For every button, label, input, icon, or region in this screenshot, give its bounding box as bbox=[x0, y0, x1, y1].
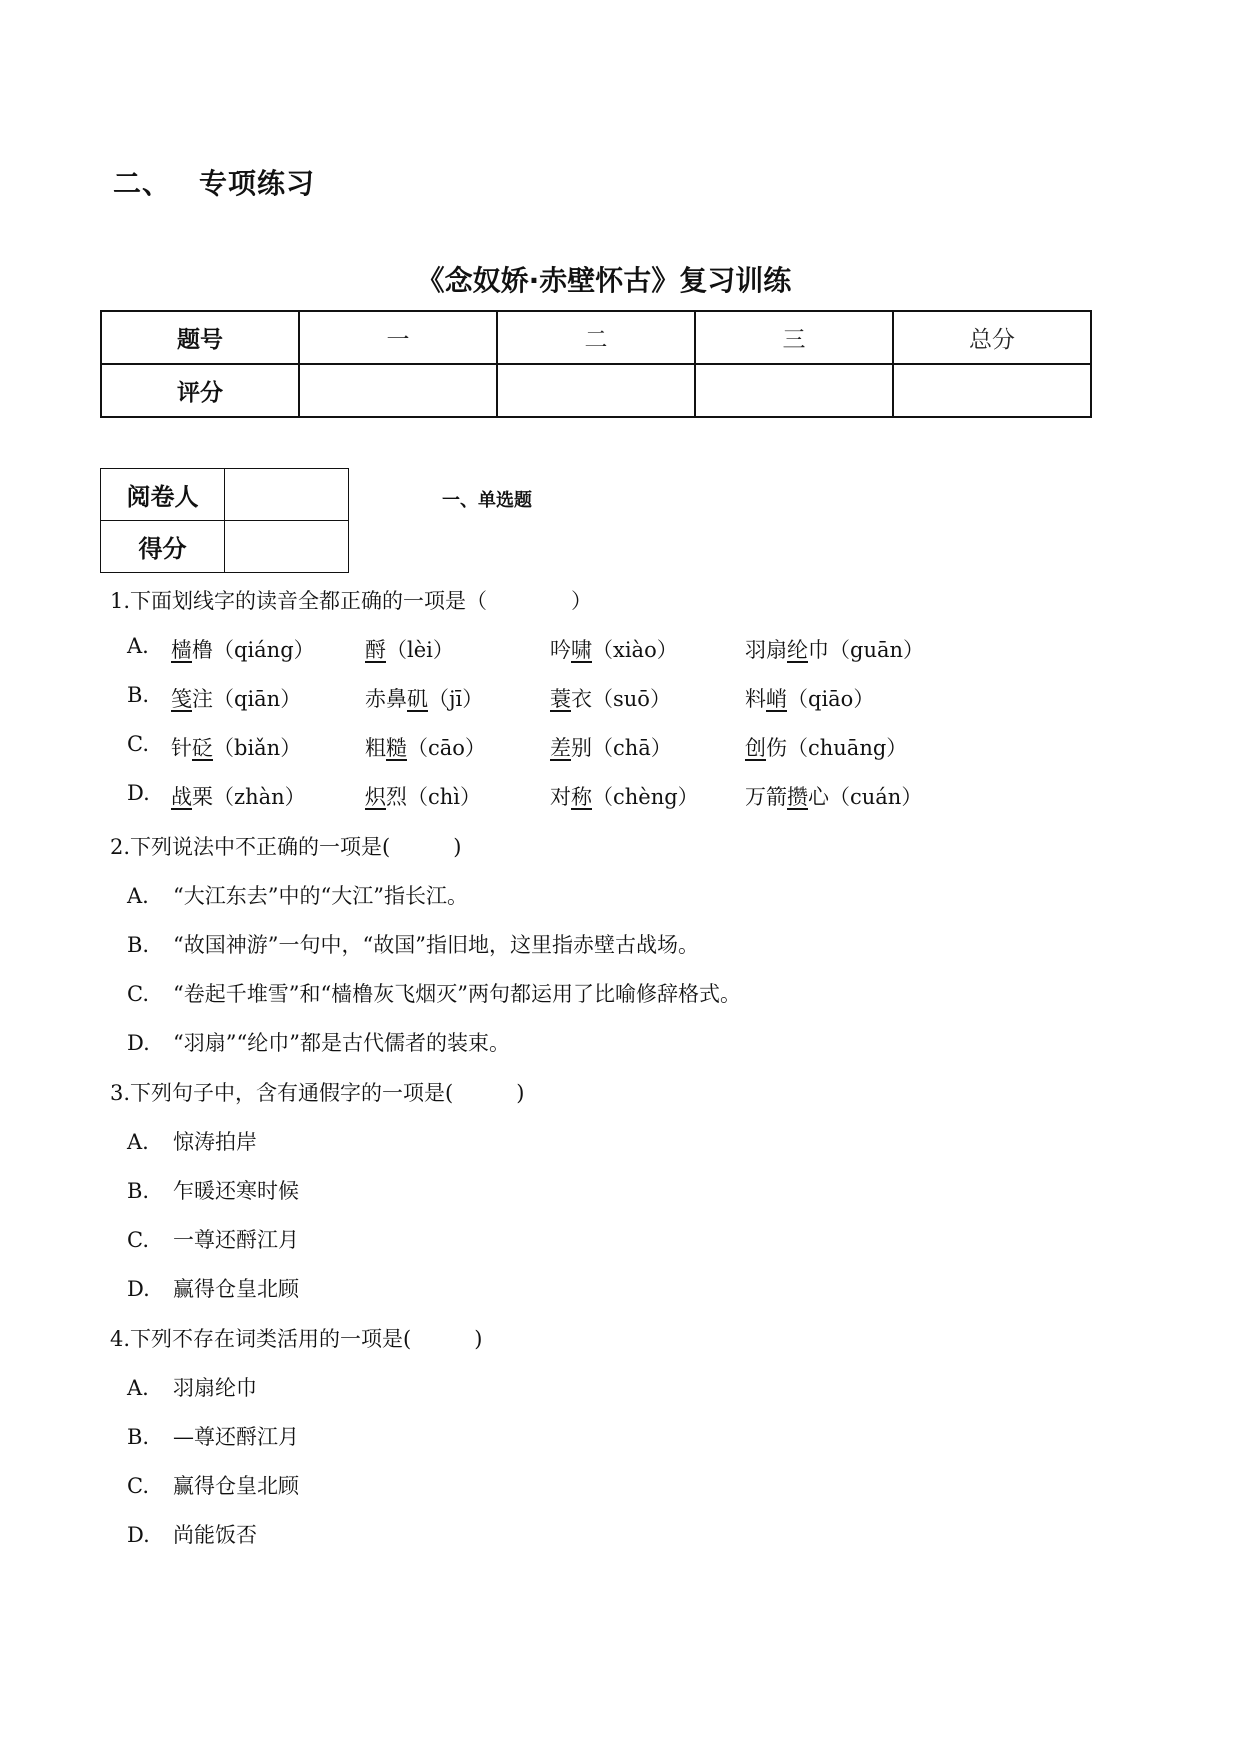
item-suffix: （chèng） bbox=[592, 785, 699, 809]
question-1-option-c-item bbox=[745, 732, 907, 762]
underlined-character: 战 bbox=[171, 785, 192, 809]
item-prefix: 万箭 bbox=[745, 785, 787, 809]
question-1-option-a-item bbox=[171, 634, 315, 664]
underlined-character: 纶 bbox=[787, 638, 808, 662]
option-text: 赢得仓皇北顾 bbox=[173, 1277, 299, 1301]
option-text: —尊还酹江月 bbox=[173, 1425, 299, 1449]
question-1-option-b-item bbox=[171, 683, 301, 713]
score-table-header-cell: 题号 bbox=[101, 311, 299, 364]
section-title: 专项练习 bbox=[199, 167, 316, 200]
underlined-character: 攒 bbox=[787, 785, 808, 809]
question-1-option-c-letter[interactable]: C. bbox=[127, 732, 149, 756]
question-3-option-b[interactable] bbox=[127, 1175, 299, 1205]
underlined-character: 砭 bbox=[192, 736, 213, 760]
option-letter: D. bbox=[127, 1523, 150, 1547]
score-table-header-cell: 一 bbox=[299, 311, 497, 364]
option-letter: D. bbox=[127, 1277, 150, 1301]
question-1-option-c-item bbox=[550, 732, 672, 762]
question-1-option-c-item bbox=[365, 732, 486, 762]
score-table-header-cell: 三 bbox=[695, 311, 893, 364]
item-suffix: （jī） bbox=[428, 687, 484, 711]
question-type-heading: 一、单选题 bbox=[442, 490, 532, 511]
underlined-character: 矶 bbox=[407, 687, 428, 711]
question-1-option-d-item bbox=[171, 781, 306, 811]
question-4-option-a[interactable] bbox=[127, 1372, 257, 1402]
option-text: 一尊还酹江月 bbox=[173, 1228, 299, 1252]
underlined-character: 糙 bbox=[386, 736, 407, 760]
score-table-header-row bbox=[101, 311, 1091, 364]
score-table-header-cell: 二 bbox=[497, 311, 695, 364]
item-suffix: 烈（chì） bbox=[386, 785, 482, 809]
underlined-character: 称 bbox=[571, 785, 592, 809]
underlined-character: 樯 bbox=[171, 638, 192, 662]
option-text: “大江东去”中的“大江”指长江。 bbox=[173, 884, 468, 908]
question-3-option-d[interactable] bbox=[127, 1273, 299, 1303]
question-2-stem: 2.下列说法中不正确的一项是( ) bbox=[110, 835, 462, 859]
item-prefix: 料 bbox=[745, 687, 766, 711]
score-cell[interactable] bbox=[893, 364, 1091, 417]
option-text: 惊涛拍岸 bbox=[173, 1130, 257, 1154]
question-1-option-a-item bbox=[365, 634, 454, 664]
score-cell[interactable] bbox=[497, 364, 695, 417]
item-prefix: 吟 bbox=[550, 638, 571, 662]
option-letter: C. bbox=[127, 1228, 149, 1252]
question-1-option-c-item bbox=[171, 732, 301, 762]
item-suffix: （qiāo） bbox=[787, 687, 875, 711]
item-suffix: 别（chā） bbox=[571, 736, 672, 760]
option-letter: A. bbox=[127, 884, 149, 908]
question-1-option-d-item bbox=[365, 781, 481, 811]
question-4-option-d[interactable] bbox=[127, 1519, 257, 1549]
option-text: 尚能饭否 bbox=[173, 1523, 257, 1547]
section-number: 二、 bbox=[113, 167, 172, 200]
underlined-character: 炽 bbox=[365, 785, 386, 809]
item-prefix: 对 bbox=[550, 785, 571, 809]
grader-score-cell[interactable] bbox=[225, 521, 349, 573]
underlined-character: 酹 bbox=[365, 638, 386, 662]
option-text: 赢得仓皇北顾 bbox=[173, 1474, 299, 1498]
option-letter: C. bbox=[127, 1474, 149, 1498]
underlined-character: 峭 bbox=[766, 687, 787, 711]
item-suffix: 注（qiān） bbox=[192, 687, 302, 711]
item-suffix: 衣（suō） bbox=[571, 687, 671, 711]
underlined-character: 蓑 bbox=[550, 687, 571, 711]
score-row-label: 评分 bbox=[101, 364, 299, 417]
question-1-stem: 1.下面划线字的读音全都正确的一项是（ ） bbox=[110, 589, 593, 613]
option-letter: A. bbox=[127, 1376, 149, 1400]
question-1-option-b-item bbox=[745, 683, 874, 713]
question-4-option-c[interactable] bbox=[127, 1470, 299, 1500]
question-1-option-d-item bbox=[745, 781, 922, 811]
option-text: “卷起千堆雪”和“樯橹灰飞烟灭”两句都运用了比喻修辞格式。 bbox=[173, 982, 741, 1006]
question-1-option-b-item bbox=[365, 683, 483, 713]
option-letter: C. bbox=[127, 982, 149, 1006]
question-2-option-b[interactable] bbox=[127, 929, 699, 959]
item-suffix: 伤（chuāng） bbox=[766, 736, 908, 760]
question-1-option-a-letter[interactable]: A. bbox=[127, 634, 149, 658]
item-suffix: 橹（qiáng） bbox=[192, 638, 315, 662]
option-letter: B. bbox=[127, 1425, 150, 1449]
question-2-option-d[interactable] bbox=[127, 1027, 510, 1057]
document-title: 《念奴娇·赤壁怀古》复习训练 bbox=[416, 264, 792, 297]
question-1-option-a-item bbox=[745, 634, 924, 664]
underlined-character: 创 bbox=[745, 736, 766, 760]
item-suffix: 心（cuán） bbox=[808, 785, 923, 809]
item-prefix: 赤鼻 bbox=[365, 687, 407, 711]
question-3-option-c[interactable] bbox=[127, 1224, 299, 1254]
score-table bbox=[100, 310, 1092, 418]
question-1-option-d-item bbox=[550, 781, 699, 811]
question-1-option-b-letter[interactable]: B. bbox=[127, 683, 150, 707]
item-prefix: 粗 bbox=[365, 736, 386, 760]
question-1-option-d-letter[interactable]: D. bbox=[127, 781, 150, 805]
question-4-stem: 4.下列不存在词类活用的一项是( ) bbox=[110, 1327, 483, 1351]
underlined-character: 笺 bbox=[171, 687, 192, 711]
option-letter: D. bbox=[127, 1031, 150, 1055]
question-3-option-a[interactable] bbox=[127, 1126, 257, 1156]
item-suffix: （cāo） bbox=[407, 736, 486, 760]
option-letter: A. bbox=[127, 1130, 149, 1154]
item-prefix: 羽扇 bbox=[745, 638, 787, 662]
item-suffix: （lèi） bbox=[386, 638, 454, 662]
reviewer-cell[interactable] bbox=[225, 469, 349, 521]
item-suffix: 栗（zhàn） bbox=[192, 785, 306, 809]
score-cell[interactable] bbox=[299, 364, 497, 417]
underlined-character: 差 bbox=[550, 736, 571, 760]
question-4-option-b[interactable] bbox=[127, 1421, 299, 1451]
option-text: “故国神游”一句中，“故国”指旧地，这里指赤壁古战场。 bbox=[173, 933, 699, 957]
score-table-score-row bbox=[101, 364, 1091, 417]
score-table-header-cell: 总分 bbox=[893, 311, 1091, 364]
underlined-character: 啸 bbox=[571, 638, 592, 662]
question-2-option-c[interactable] bbox=[127, 978, 741, 1008]
grader-score-label: 得分 bbox=[101, 521, 225, 573]
item-prefix: 针 bbox=[171, 736, 192, 760]
score-cell[interactable] bbox=[695, 364, 893, 417]
section-heading bbox=[113, 162, 315, 202]
question-1-option-a-item bbox=[550, 634, 678, 664]
item-suffix: （biǎn） bbox=[213, 736, 302, 760]
question-2-option-a[interactable] bbox=[127, 880, 468, 910]
option-text: 乍暖还寒时候 bbox=[173, 1179, 299, 1203]
option-letter: B. bbox=[127, 1179, 150, 1203]
item-suffix: 巾（guān） bbox=[808, 638, 925, 662]
option-letter: B. bbox=[127, 933, 150, 957]
option-text: “羽扇”“纶巾”都是古代儒者的装束。 bbox=[173, 1031, 510, 1055]
item-suffix: （xiào） bbox=[592, 638, 678, 662]
question-1-option-b-item bbox=[550, 683, 671, 713]
reviewer-label: 阅卷人 bbox=[101, 469, 225, 521]
question-3-stem: 3.下列句子中，含有通假字的一项是( ) bbox=[110, 1081, 525, 1105]
grader-table bbox=[100, 468, 349, 573]
option-text: 羽扇纶巾 bbox=[173, 1376, 257, 1400]
